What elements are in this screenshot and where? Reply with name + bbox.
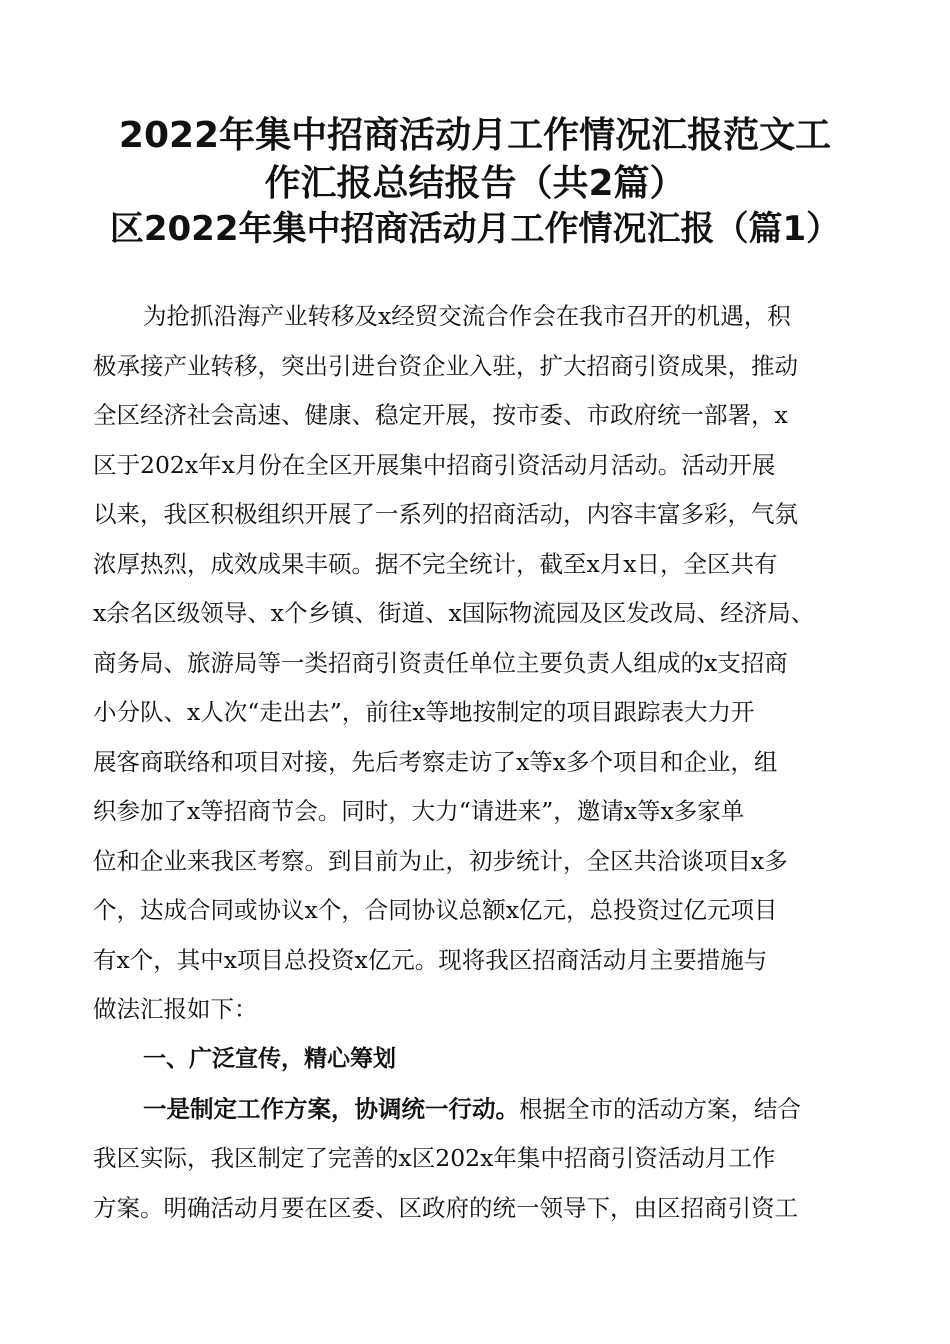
- document-title-line-2: 作汇报总结报告（共2篇）: [264, 163, 686, 204]
- paragraph-line: 为抢抓沿海产业转移及x经贸交流合作会在我市召开的机遇，积: [143, 302, 791, 330]
- paragraph-line: 做法汇报如下：: [93, 995, 258, 1023]
- paragraph-line: 商务局、旅游局等一类招商引资责任单位主要负责人组成的x支招商: [93, 649, 788, 677]
- paragraph-line: 展客商联络和项目对接，先后考察走访了x等x多个项目和企业，组: [93, 748, 778, 776]
- paragraph-line: 方案。明确活动月要在区委、区政府的统一领导下，由区招商引资工: [93, 1194, 798, 1222]
- paragraph-line: 区于202x年x月份在全区开展集中招商引资活动月活动。活动开展: [93, 451, 776, 479]
- paragraph-line: 以来，我区积极组织开展了一系列的招商活动，内容丰富多彩，气氛: [93, 500, 798, 528]
- article-subtitle: 区2022年集中招商活动月工作情况汇报（篇1）: [109, 209, 841, 249]
- paragraph-line: 极承接产业转移，突出引进台资企业入驻，扩大招商引资成果，推动: [93, 352, 798, 380]
- paragraph-line: x余名区级领导、x个乡镇、街道、x国际物流园及区发改局、经济局、: [93, 599, 815, 627]
- paragraph-line: 浓厚热烈，成效成果丰硕。据不完全统计，截至x月x日，全区共有: [93, 550, 778, 578]
- paragraph-line: 全区经济社会高速、健康、稳定开展，按市委、市政府统一部署，x: [93, 401, 788, 429]
- paragraph-line: 有x个，其中x项目总投资x亿元。现将我区招商活动月主要措施与: [93, 946, 768, 974]
- paragraph-bold-lead: 一是制定工作方案，协调统一行动。: [143, 1095, 519, 1123]
- paragraph-line: 位和企业来我区考察。到目前为止，初步统计，全区共洽谈项目x多: [93, 847, 788, 875]
- paragraph-line: 我区实际，我区制定了完善的x区202x年集中招商引资活动月工作: [93, 1144, 776, 1172]
- paragraph-line: [143, 1094, 923, 1124]
- section-heading: 一、广泛宣传，精心筹划: [143, 1046, 396, 1072]
- paragraph-line: 织参加了x等招商节会。同时，大力“请进来”，邀请x等x多家单: [93, 797, 745, 825]
- document-title-line-1: 2022年集中招商活动月工作情况汇报范文工: [118, 115, 832, 156]
- paragraph-line: 个，达成合同或协议x个，合同协议总额x亿元，总投资过亿元项目: [93, 896, 778, 924]
- paragraph-text: 根据全市的活动方案，结合: [519, 1095, 801, 1123]
- paragraph-line: 小分队、x人次“走出去”，前往x等地按制定的项目跟踪表大力开: [93, 698, 755, 726]
